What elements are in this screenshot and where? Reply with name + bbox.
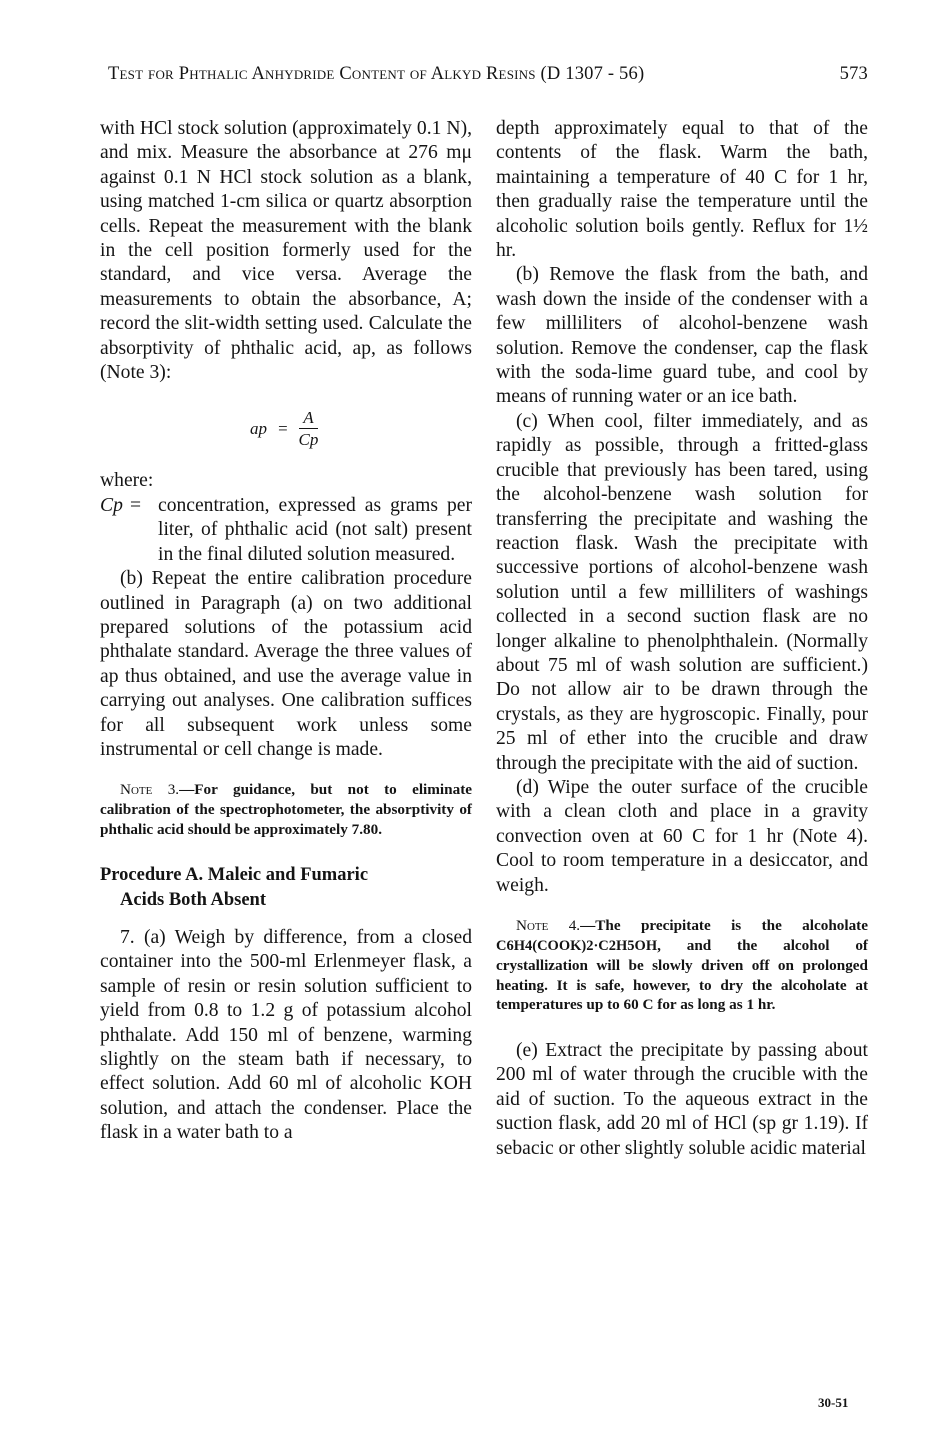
procedure-a-heading-line1: Procedure A. Maleic and Fumaric [100,865,369,886]
procedure-a-heading [100,863,472,912]
note-3-text: —For guidance, but not to eliminate calibration of the spectrophotometer, the absorptivity of phthalic acid should be approximately 7.80. [100,781,472,838]
right-column [496,117,868,1161]
footer-code: 30-51 [818,1395,849,1410]
left-column [100,117,472,1146]
formula-lhs: ap [250,419,267,439]
left-para-continued: with HCl stock solution (approximately 0.1 N), and mix. Measure the absorbance at 276 mμ against 0.1 N HCl stock solution as a blank, using matched 1-cm silica or quartz absorption cells. Repeat the measurement with the blank in the cell position formerly used for the standard, and vice versa. Average the measurements to obtain the absorbance, A; record the slit-width setting used. Calculate the absorptivity of phthalic acid, ap, as follows (Note 3): [100,118,472,384]
right-para-c: (c) When cool, filter immediately, and as rapidly as possible, through a fritted-glass crucible that previously has been tared, using the alcohol-benzene wash solution for transferring the precipitate and washing the reaction flask. Wash the precipitate with successive portions of alcohol-benzene wash solution until a few milliliters of washings collected in a second suction flask are no longer alkaline to phenolphthalein. (Normally about 75 ml of wash solution are sufficient.) Do not allow air to be drawn through the crystals, as they are hygroscopic. Finally, pour 25 ml of ether into the crucible and draw through the precipitate with the aid of suction. [496,410,868,774]
note-4-label: Note 4. [516,917,581,934]
formula-equals: = [277,419,289,439]
right-para-continued: depth approximately equal to that of the contents of the flask. Warm the bath, maintaining a temperature of 40 C for 1 hr, then gradually raise the temperature until the alcoholic solution boils gently. Reflux for 1½ hr. [496,118,868,262]
running-head [108,64,868,85]
definition-cp [100,494,472,567]
definition-equals: = [130,494,142,516]
formula-fraction [298,408,318,451]
right-para-b: (b) Remove the flask from the bath, and wash down the inside of the condenser with a few milliliters of alcohol-benzene wash solution. Remove the condenser, cap the flask with the soda-lime guard tube, and cool by means of running water or an ice bath. [496,264,868,408]
note-4 [496,916,868,1015]
procedure-a-heading-line2: Acids Both Absent [120,889,266,910]
definition-text: concentration, expressed as grams per liter, of phthalic acid (not salt) present in the final diluted solution measured. [158,494,472,565]
right-para-d: (d) Wipe the outer surface of the crucible with a clean cloth and place in a gravity convection oven at 60 C for 1 hr (Note 4). Cool to room temperature in a desiccator, and weigh. [496,776,868,896]
left-para-b: (b) Repeat the entire calibration procedure outlined in Paragraph (a) on two additional prepared solutions of the potassium acid phthalate standard. Average the three values of ap thus obtained, and use the average value in carrying out analyses. One calibration suffices for all subsequent work unless some instrumental or cell change is made. [100,568,472,760]
where-label: where: [100,470,154,492]
note-4-formula: C6H4(COOK)2·C2H5OH [496,937,658,954]
definition-symbol: Cp [100,494,123,516]
note-3-label: Note 3. [120,781,180,799]
page-number: 573 [839,64,868,84]
formula-numerator: A [299,408,317,429]
right-para-e: (e) Extract the precipitate by passing about 200 ml of water through the crucible with the aid of suction. To the aqueous extract in the suction flask, add 20 ml of HCl (sp gr 1.19). If sebacic or other slightly soluble acidic material [496,1039,868,1159]
note-4-text-b: , and the alcohol of crystallization will be slowly driven off on prolonged heating. It is safe, however, to dry the alcoholate at temperatures up to 60 C for as long as 1 hr. [496,936,868,1014]
absorptivity-formula [250,403,472,455]
left-para-7a: 7. (a) Weigh by difference, from a closed container into the 500-ml Erlenmeyer flask, a sample of resin or resin solution sufficient to yield from 0.8 to 1.2 g of potassium alcohol phthalate. Add 150 ml of benzene, warming slightly on the steam bath if necessary, to effect solution. Add 60 ml of alcoholic KOH solution, and attach the condenser. Place the flask in a water bath to a [100,926,472,1144]
running-head-title: Test for Phthalic Anhydride Content of Alkyd Resins (D 1307 - 56) [108,64,645,84]
note-3 [100,780,472,839]
note-4-text-a: —The precipitate is the alcoholate [580,917,868,934]
formula-denominator: Cp [298,429,319,449]
